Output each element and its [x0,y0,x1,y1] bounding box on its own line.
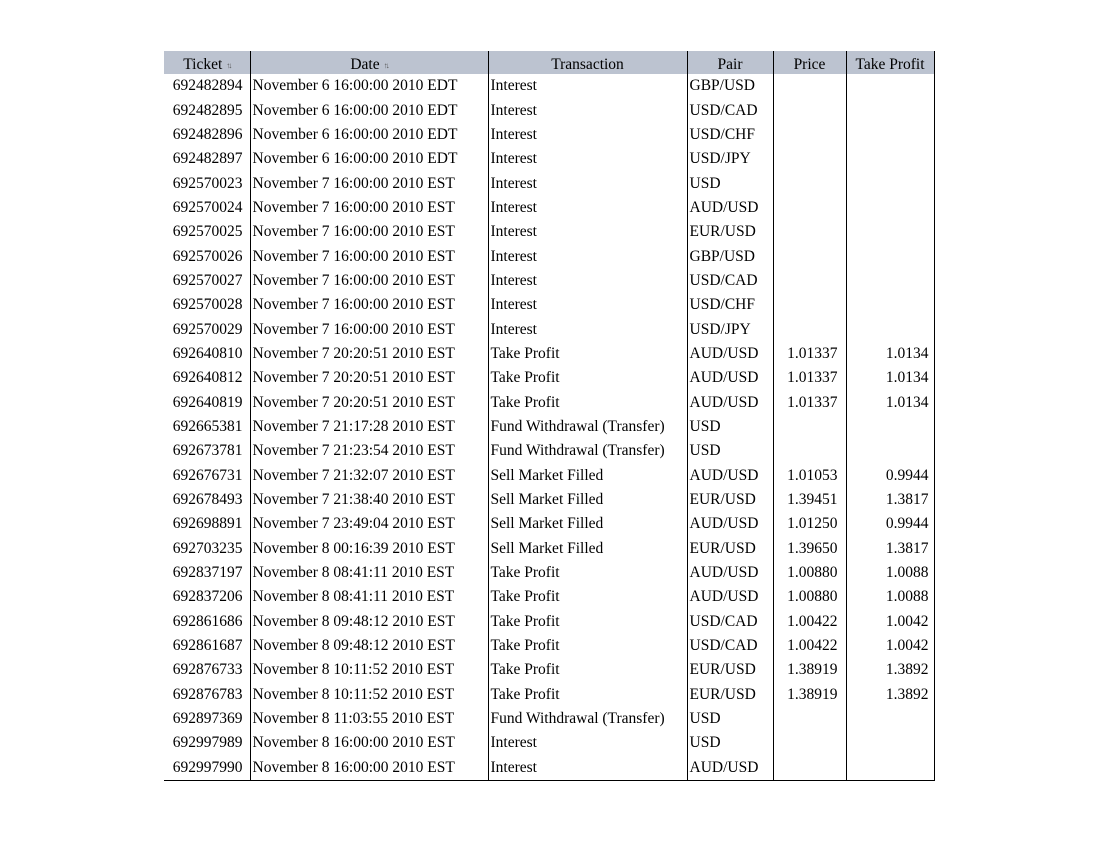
cell-price: 1.01337 [773,366,846,390]
cell-date: November 7 16:00:00 2010 EST [250,269,488,293]
table-row[interactable] [164,317,934,341]
cell-ticket: 692640819 [172,393,243,411]
table-row[interactable] [164,488,934,512]
cell-date: November 8 10:11:52 2010 EST [250,683,488,707]
cell-date: November 6 16:00:00 2010 EDT [250,123,488,147]
column-header-ticket-label: Ticket [183,56,223,73]
cell-ticket: 692676731 [172,466,243,484]
cell-transaction: Interest [488,74,687,98]
cell-price [773,123,846,147]
cell-take-profit: 0.9944 [846,512,934,536]
cell-take-profit: 1.0088 [846,561,934,585]
cell-price [773,98,846,122]
cell-ticket: 692861687 [172,637,243,655]
cell-ticket: 692861686 [172,612,243,630]
column-header-date-label: Date [350,56,380,73]
cell-transaction: Interest [488,756,687,781]
cell-date: November 7 23:49:04 2010 EST [250,512,488,536]
cell-transaction: Take Profit [488,390,687,414]
cell-take-profit: 1.0134 [846,390,934,414]
cell-transaction: Interest [488,171,687,195]
column-header-pair [687,51,773,74]
cell-date: November 7 16:00:00 2010 EST [250,244,488,268]
cell-date: November 6 16:00:00 2010 EDT [250,98,488,122]
cell-take-profit [846,269,934,293]
cell-date: November 6 16:00:00 2010 EDT [250,74,488,98]
cell-date: November 8 09:48:12 2010 EST [250,610,488,634]
cell-ticket: 692997989 [172,734,243,752]
table-row[interactable] [164,220,934,244]
cell-date: November 7 21:38:40 2010 EST [250,488,488,512]
cell-date: November 7 21:23:54 2010 EST [250,439,488,463]
cell-transaction: Interest [488,123,687,147]
cell-pair: USD/CHF [687,123,773,147]
cell-take-profit [846,171,934,195]
table-row[interactable] [164,415,934,439]
cell-date: November 8 11:03:55 2010 EST [250,707,488,731]
cell-pair: AUD/USD [687,585,773,609]
cell-date: November 8 00:16:39 2010 EST [250,537,488,561]
cell-price: 1.01337 [773,390,846,414]
cell-transaction: Interest [488,220,687,244]
cell-ticket: 692570025 [172,223,243,241]
table-row[interactable] [164,171,934,195]
cell-pair: AUD/USD [687,561,773,585]
cell-date: November 8 16:00:00 2010 EST [250,756,488,781]
cell-take-profit: 1.3817 [846,488,934,512]
column-header-price [773,51,846,74]
cell-pair: AUD/USD [687,756,773,781]
cell-ticket: 692876783 [172,685,243,703]
table-row[interactable] [164,512,934,536]
cell-price [773,220,846,244]
cell-date: November 7 16:00:00 2010 EST [250,317,488,341]
table-row[interactable] [164,464,934,488]
cell-ticket: 692570026 [172,247,243,265]
cell-take-profit [846,756,934,781]
transaction-history-table [164,51,935,781]
cell-transaction: Take Profit [488,634,687,658]
cell-price [773,415,846,439]
cell-date: November 8 16:00:00 2010 EST [250,731,488,755]
column-header-transaction-label: Transaction [551,56,624,73]
cell-ticket: 692837197 [172,564,243,582]
cell-price [773,171,846,195]
cell-date: November 7 21:17:28 2010 EST [250,415,488,439]
table-row[interactable] [164,74,934,98]
table-row[interactable] [164,561,934,585]
cell-ticket: 692570029 [172,320,243,338]
cell-take-profit [846,415,934,439]
cell-pair: EUR/USD [687,658,773,682]
column-header-ticket[interactable] [164,51,250,74]
cell-take-profit [846,196,934,220]
cell-take-profit [846,707,934,731]
column-header-transaction [488,51,687,74]
cell-take-profit: 0.9944 [846,464,934,488]
cell-ticket: 692570028 [172,296,243,314]
cell-take-profit [846,220,934,244]
cell-pair: GBP/USD [687,74,773,98]
cell-pair: USD/CAD [687,269,773,293]
cell-take-profit [846,147,934,171]
cell-transaction: Sell Market Filled [488,512,687,536]
cell-price [773,317,846,341]
cell-pair: USD/CAD [687,610,773,634]
cell-price [773,74,846,98]
cell-take-profit: 1.3892 [846,683,934,707]
cell-ticket: 692897369 [172,710,243,728]
table-row[interactable] [164,390,934,414]
cell-price [773,293,846,317]
cell-price [773,756,846,781]
cell-pair: USD/CHF [687,293,773,317]
table-row[interactable] [164,610,934,634]
cell-take-profit [846,74,934,98]
table-row[interactable] [164,342,934,366]
cell-date: November 8 10:11:52 2010 EST [250,658,488,682]
table-row[interactable] [164,98,934,122]
cell-date: November 7 16:00:00 2010 EST [250,293,488,317]
cell-transaction: Take Profit [488,342,687,366]
cell-price [773,269,846,293]
table-row[interactable] [164,658,934,682]
cell-take-profit [846,244,934,268]
table-row[interactable] [164,196,934,220]
cell-take-profit: 1.0134 [846,342,934,366]
cell-price: 1.39650 [773,537,846,561]
cell-pair: AUD/USD [687,196,773,220]
cell-transaction: Sell Market Filled [488,537,687,561]
table-row[interactable] [164,293,934,317]
cell-date: November 7 20:20:51 2010 EST [250,342,488,366]
cell-transaction: Take Profit [488,610,687,634]
cell-pair: AUD/USD [687,342,773,366]
cell-take-profit [846,293,934,317]
cell-pair: USD [687,171,773,195]
cell-take-profit [846,98,934,122]
cell-price [773,196,846,220]
cell-ticket: 692482897 [172,150,243,168]
column-header-take-profit [846,51,934,74]
cell-ticket: 692678493 [172,491,243,509]
cell-date: November 7 16:00:00 2010 EST [250,196,488,220]
cell-price [773,707,846,731]
cell-ticket: 692837206 [172,588,243,606]
table-row[interactable] [164,585,934,609]
cell-pair: USD/JPY [687,147,773,171]
table-row[interactable] [164,634,934,658]
cell-transaction: Fund Withdrawal (Transfer) [488,707,687,731]
cell-price: 1.38919 [773,658,846,682]
cell-transaction: Interest [488,98,687,122]
cell-take-profit [846,731,934,755]
cell-transaction: Interest [488,317,687,341]
cell-take-profit [846,123,934,147]
cell-price: 1.39451 [773,488,846,512]
cell-take-profit: 1.0134 [846,366,934,390]
cell-date: November 8 09:48:12 2010 EST [250,634,488,658]
cell-price: 1.00422 [773,634,846,658]
cell-ticket: 692482894 [172,77,243,95]
cell-transaction: Interest [488,147,687,171]
cell-ticket: 692570024 [172,198,243,216]
cell-price: 1.00880 [773,585,846,609]
table-body [164,74,934,780]
cell-ticket: 692570027 [172,271,243,289]
cell-ticket: 692482896 [172,125,243,143]
cell-take-profit [846,439,934,463]
cell-take-profit [846,317,934,341]
cell-pair: EUR/USD [687,537,773,561]
cell-transaction: Take Profit [488,366,687,390]
column-header-price-label: Price [793,56,826,73]
cell-price: 1.00422 [773,610,846,634]
table-row[interactable] [164,269,934,293]
cell-transaction: Take Profit [488,585,687,609]
cell-transaction: Interest [488,731,687,755]
cell-pair: AUD/USD [687,390,773,414]
cell-pair: USD/JPY [687,317,773,341]
cell-transaction: Take Profit [488,683,687,707]
cell-pair: AUD/USD [687,366,773,390]
cell-pair: USD [687,707,773,731]
cell-date: November 7 21:32:07 2010 EST [250,464,488,488]
cell-date: November 7 16:00:00 2010 EST [250,171,488,195]
cell-price: 1.38919 [773,683,846,707]
cell-transaction: Take Profit [488,561,687,585]
table-row[interactable] [164,244,934,268]
column-header-take-profit-label: Take Profit [855,56,925,73]
cell-transaction: Interest [488,293,687,317]
cell-ticket: 692997990 [164,756,250,781]
cell-ticket: 692570023 [172,174,243,192]
cell-transaction: Fund Withdrawal (Transfer) [488,439,687,463]
cell-transaction: Sell Market Filled [488,464,687,488]
cell-ticket: 692876733 [172,661,243,679]
table-row[interactable] [164,366,934,390]
cell-date: November 8 08:41:11 2010 EST [250,561,488,585]
cell-pair: AUD/USD [687,512,773,536]
cell-ticket: 692640810 [172,344,243,362]
cell-date: November 6 16:00:00 2010 EDT [250,147,488,171]
cell-date: November 7 20:20:51 2010 EST [250,390,488,414]
cell-transaction: Sell Market Filled [488,488,687,512]
cell-price: 1.01250 [773,512,846,536]
cell-pair: EUR/USD [687,220,773,244]
table-header-row [164,51,934,74]
cell-pair: USD/CAD [687,634,773,658]
table-row[interactable] [164,537,934,561]
cell-price: 1.01053 [773,464,846,488]
cell-ticket: 692698891 [172,515,243,533]
column-header-date[interactable] [250,51,488,74]
cell-ticket: 692640812 [172,369,243,387]
cell-pair: AUD/USD [687,464,773,488]
cell-transaction: Take Profit [488,658,687,682]
cell-pair: USD [687,415,773,439]
cell-pair: EUR/USD [687,683,773,707]
cell-take-profit: 1.3817 [846,537,934,561]
table-row[interactable] [164,707,934,731]
cell-date: November 7 16:00:00 2010 EST [250,220,488,244]
cell-price [773,439,846,463]
cell-pair: USD [687,731,773,755]
cell-take-profit: 1.3892 [846,658,934,682]
cell-ticket: 692482895 [172,101,243,119]
cell-take-profit: 1.0042 [846,634,934,658]
table-row[interactable] [164,731,934,755]
cell-ticket: 692665381 [172,417,243,435]
cell-ticket: 692703235 [172,539,243,557]
table-row[interactable] [164,123,934,147]
cell-date: November 8 08:41:11 2010 EST [250,585,488,609]
cell-price: 1.00880 [773,561,846,585]
cell-price: 1.01337 [773,342,846,366]
table-row[interactable] [164,756,934,781]
cell-ticket: 692673781 [172,442,243,460]
sort-icon[interactable]: ↑↓ [226,61,231,70]
cell-pair: USD/CAD [687,98,773,122]
cell-transaction: Interest [488,269,687,293]
sort-icon[interactable]: ↑↓ [383,61,388,70]
cell-price [773,147,846,171]
cell-take-profit: 1.0042 [846,610,934,634]
table-row[interactable] [164,147,934,171]
cell-pair: USD [687,439,773,463]
cell-pair: GBP/USD [687,244,773,268]
cell-price [773,244,846,268]
cell-transaction: Interest [488,196,687,220]
cell-price [773,731,846,755]
cell-transaction: Fund Withdrawal (Transfer) [488,415,687,439]
cell-take-profit: 1.0088 [846,585,934,609]
table-row[interactable] [164,439,934,463]
column-header-pair-label: Pair [717,56,743,73]
cell-date: November 7 20:20:51 2010 EST [250,366,488,390]
cell-pair: EUR/USD [687,488,773,512]
table-row[interactable] [164,683,934,707]
cell-transaction: Interest [488,244,687,268]
